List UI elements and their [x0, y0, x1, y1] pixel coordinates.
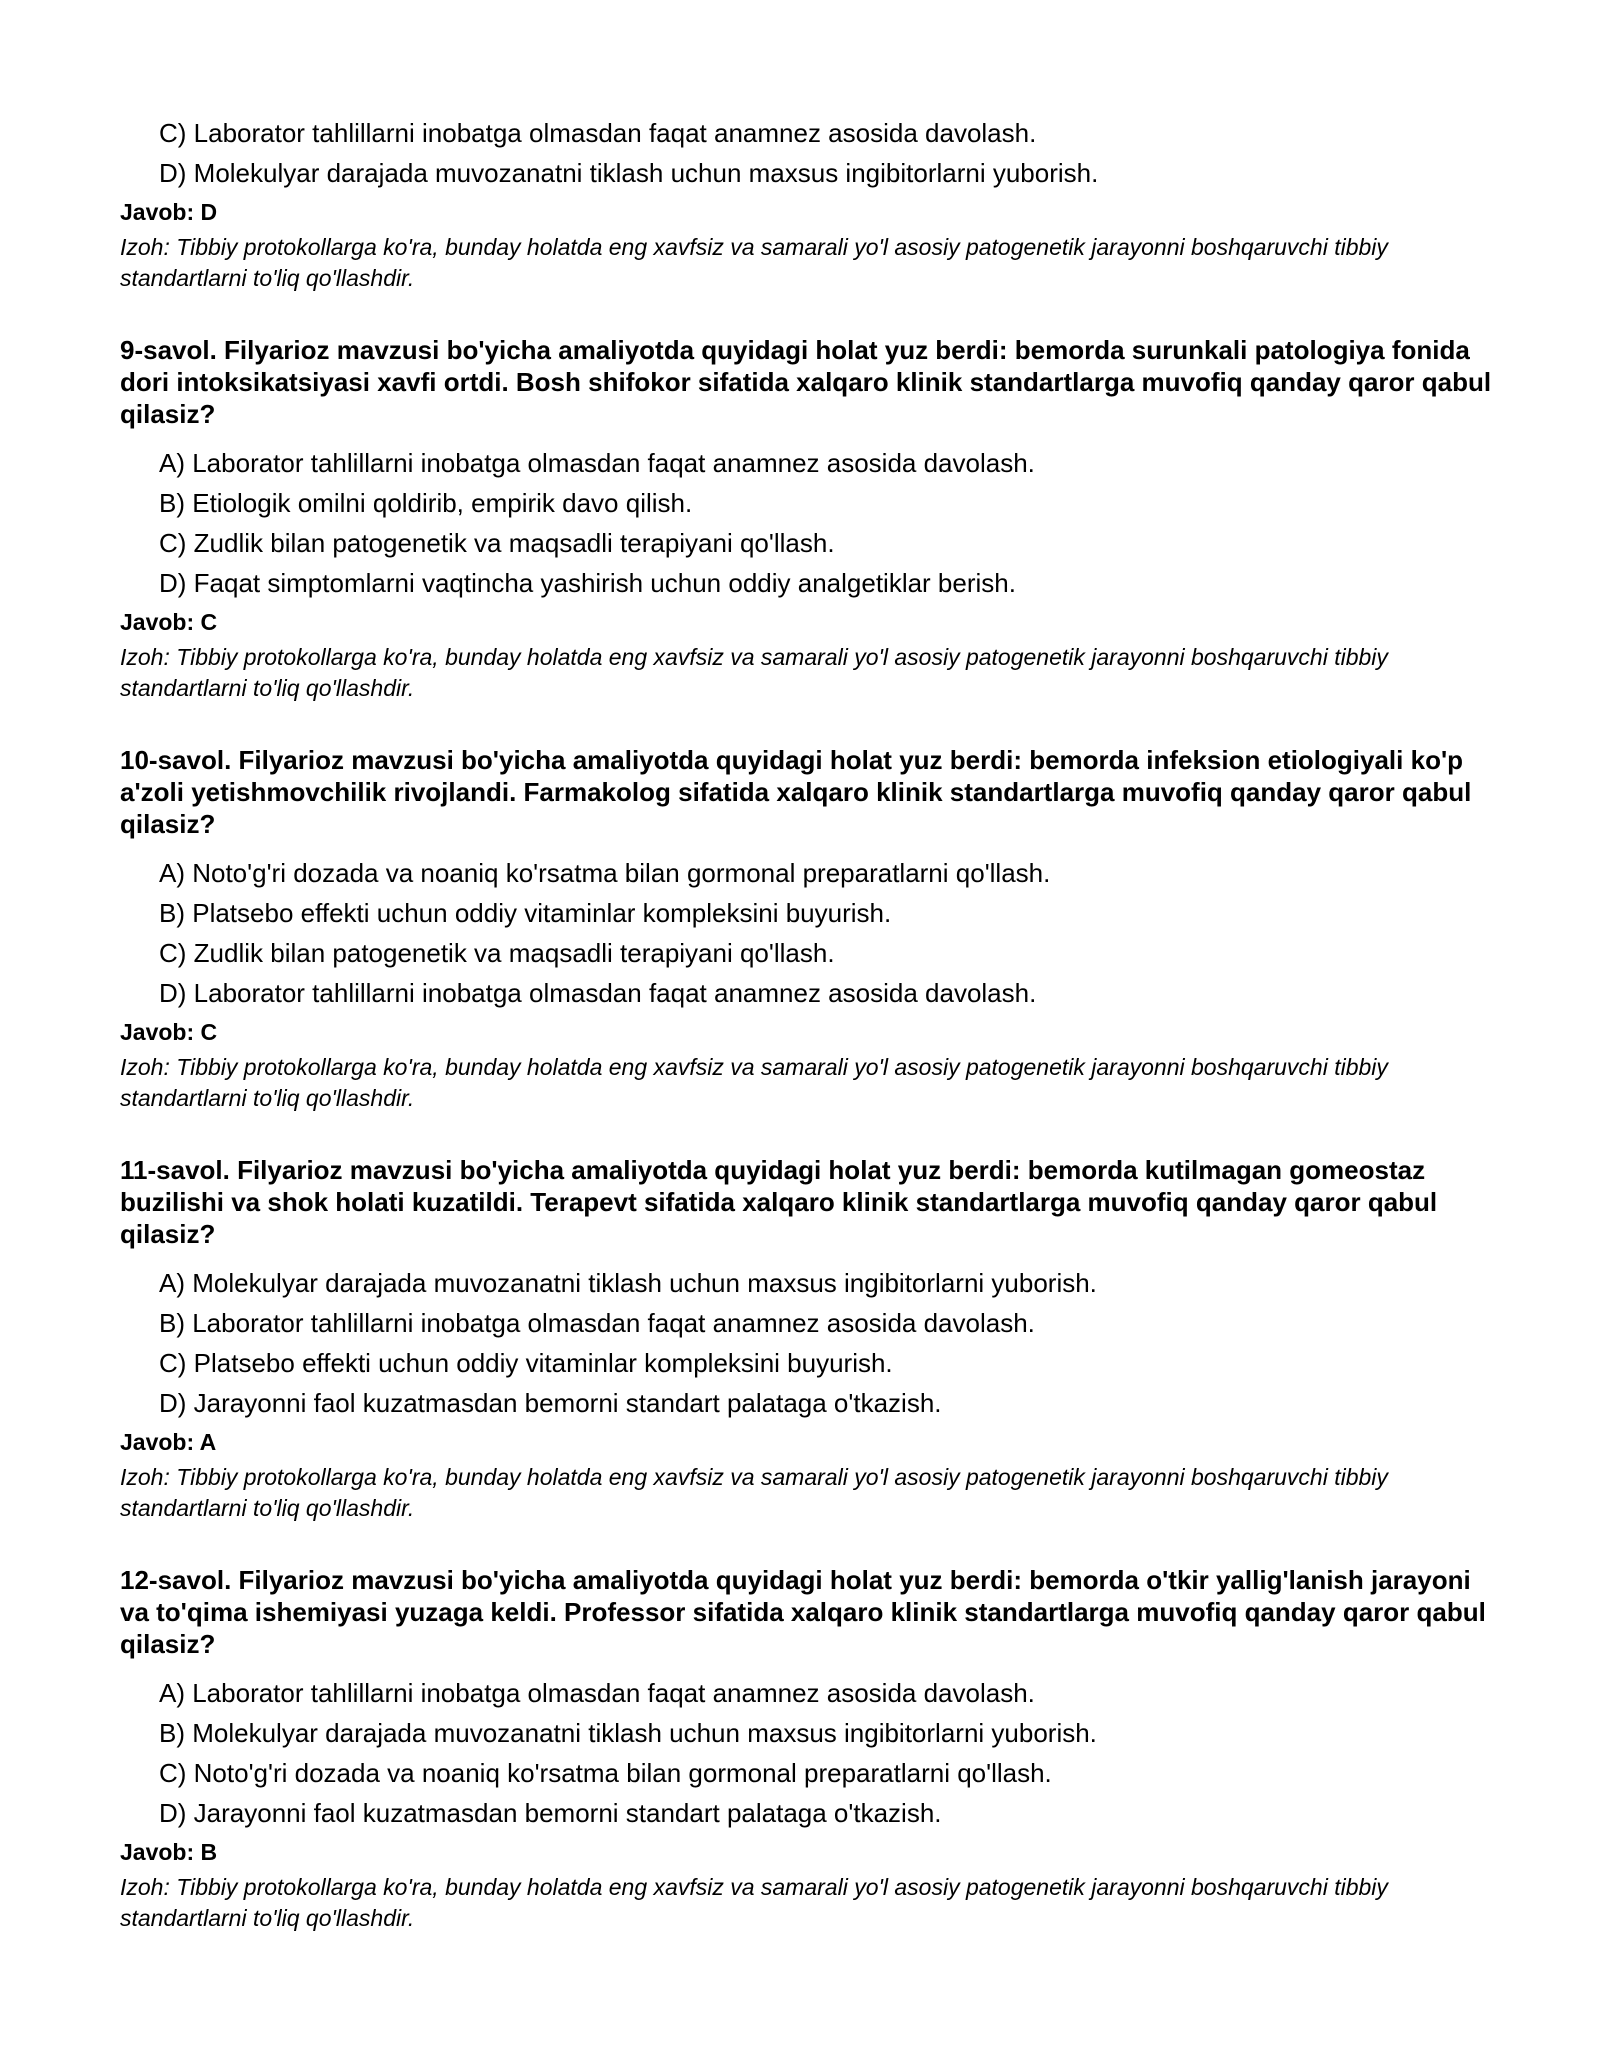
answer-option: A) Molekulyar darajada muvozanatni tiklash uchun maxsus ingibitorlarni yuborish.	[159, 1268, 1097, 1298]
question-text: 9-savol. Filyarioz mavzusi bo'yicha amaliyotda quyidagi holat yuz berdi: bemorda surunkali patologiya fonida dori intoksikatsiyasi xavfi ortdi. Bosh shifokor sifatida xalqaro klinik standartlarga muvofiq qanday qaror qabul qilasiz?	[120, 335, 1492, 429]
question-11	[120, 1154, 1500, 1524]
question-10	[120, 744, 1500, 1114]
answer-option: A) Laborator tahlillarni inobatga olmasdan faqat anamnez asosida davolash.	[159, 448, 1035, 478]
correct-answer: Javob: B	[120, 1839, 218, 1865]
question-text: 10-savol. Filyarioz mavzusi bo'yicha amaliyotda quyidagi holat yuz berdi: bemorda infeksion etiologiyali ko'p a'zoli yetishmovchilik rivojlandi. Farmakolog sifatida xalqaro klinik standartlarga muvofiq qanday qaror qabul qilasiz?	[120, 745, 1472, 839]
explanation-note: Izoh: Tibbiy protokollarga ko'ra, bunday holatda eng xavfsiz va samarali yo'l asosiy patogenetik jarayonni boshqaruvchi tibbiy standartlarni to'liq qo'llashdir.	[120, 1464, 1388, 1521]
answer-option: D) Laborator tahlillarni inobatga olmasdan faqat anamnez asosida davolash.	[159, 978, 1037, 1008]
answer-option: D) Jarayonni faol kuzatmasdan bemorni standart palataga o'tkazish.	[159, 1798, 942, 1828]
document-page	[120, 118, 1500, 1934]
answer-option: B) Etiologik omilni qoldirib, empirik davo qilish.	[159, 488, 693, 518]
answer-option: B) Platsebo effekti uchun oddiy vitaminlar kompleksini buyurish.	[159, 898, 892, 928]
explanation-note: Izoh: Tibbiy protokollarga ko'ra, bunday holatda eng xavfsiz va samarali yo'l asosiy patogenetik jarayonni boshqaruvchi tibbiy standartlarni to'liq qo'llashdir.	[120, 1054, 1388, 1111]
answer-option: B) Molekulyar darajada muvozanatni tiklash uchun maxsus ingibitorlarni yuborish.	[159, 1718, 1097, 1748]
answer-option: C) Zudlik bilan patogenetik va maqsadli terapiyani qo'llash.	[159, 528, 835, 558]
question-text: 11-savol. Filyarioz mavzusi bo'yicha amaliyotda quyidagi holat yuz berdi: bemorda kutilmagan gomeostaz buzilishi va shok holati kuzatildi. Terapevt sifatida xalqaro klinik standartlarga muvofiq qanday qaror qabul qilasiz?	[120, 1155, 1438, 1249]
answer-option: C) Noto'g'ri dozada va noaniq ko'rsatma bilan gormonal preparatlarni qo'llash.	[159, 1758, 1052, 1788]
question-9	[120, 334, 1500, 704]
answer-option: D) Molekulyar darajada muvozanatni tiklash uchun maxsus ingibitorlarni yuborish.	[159, 158, 1099, 188]
explanation-note: Izoh: Tibbiy protokollarga ko'ra, bunday holatda eng xavfsiz va samarali yo'l asosiy patogenetik jarayonni boshqaruvchi tibbiy standartlarni to'liq qo'llashdir.	[120, 1874, 1388, 1931]
answer-option: C) Zudlik bilan patogenetik va maqsadli terapiyani qo'llash.	[159, 938, 835, 968]
answer-option: D) Faqat simptomlarni vaqtincha yashirish uchun oddiy analgetiklar berish.	[159, 568, 1016, 598]
explanation-note: Izoh: Tibbiy protokollarga ko'ra, bunday holatda eng xavfsiz va samarali yo'l asosiy patogenetik jarayonni boshqaruvchi tibbiy standartlarni to'liq qo'llashdir.	[120, 644, 1388, 701]
answer-option: C) Platsebo effekti uchun oddiy vitaminlar kompleksini buyurish.	[159, 1348, 893, 1378]
question-8-continuation	[120, 118, 1500, 294]
question-12	[120, 1564, 1500, 1934]
correct-answer: Javob: C	[120, 1019, 218, 1045]
answer-option: C) Laborator tahlillarni inobatga olmasdan faqat anamnez asosida davolash.	[159, 118, 1037, 148]
answer-option: A) Laborator tahlillarni inobatga olmasdan faqat anamnez asosida davolash.	[159, 1678, 1035, 1708]
question-text: 12-savol. Filyarioz mavzusi bo'yicha amaliyotda quyidagi holat yuz berdi: bemorda o'tkir yallig'lanish jarayoni va to'qima ishemiyasi yuzaga keldi. Professor sifatida xalqaro klinik standartlarga muvofiq qanday qaror qabul qilasiz?	[120, 1565, 1486, 1659]
answer-option: D) Jarayonni faol kuzatmasdan bemorni standart palataga o'tkazish.	[159, 1388, 942, 1418]
explanation-note: Izoh: Tibbiy protokollarga ko'ra, bunday holatda eng xavfsiz va samarali yo'l asosiy patogenetik jarayonni boshqaruvchi tibbiy standartlarni to'liq qo'llashdir.	[120, 234, 1388, 291]
answer-option: B) Laborator tahlillarni inobatga olmasdan faqat anamnez asosida davolash.	[159, 1308, 1035, 1338]
correct-answer: Javob: A	[120, 1429, 217, 1455]
correct-answer: Javob: D	[120, 199, 218, 225]
answer-option: A) Noto'g'ri dozada va noaniq ko'rsatma bilan gormonal preparatlarni qo'llash.	[159, 858, 1051, 888]
correct-answer: Javob: C	[120, 609, 218, 635]
